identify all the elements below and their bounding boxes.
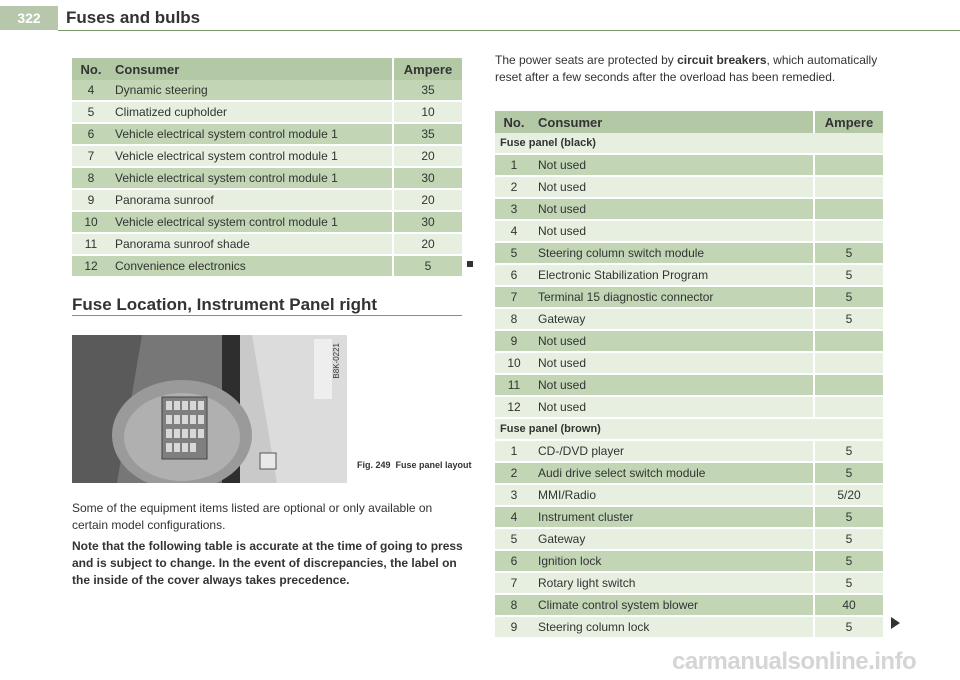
cell-no: 1	[495, 154, 533, 176]
cell-ampere	[814, 330, 883, 352]
cell-consumer: Not used	[533, 352, 814, 374]
col-consumer: Consumer	[110, 58, 393, 80]
cell-no: 11	[72, 233, 110, 255]
cell-no: 7	[495, 572, 533, 594]
cell-ampere: 35	[393, 123, 462, 145]
cell-consumer: Vehicle electrical system control module 1	[110, 145, 393, 167]
cell-ampere: 5	[393, 255, 462, 277]
table-row	[495, 440, 883, 462]
cell-ampere: 40	[814, 594, 883, 616]
cell-consumer: Steering column switch module	[533, 242, 814, 264]
table-row	[495, 330, 883, 352]
col-no: No.	[495, 111, 533, 133]
cell-ampere: 30	[393, 211, 462, 233]
cell-no: 11	[495, 374, 533, 396]
cell-no: 6	[72, 123, 110, 145]
cell-ampere: 5	[814, 572, 883, 594]
cell-no: 1	[495, 440, 533, 462]
col-consumer: Consumer	[533, 111, 814, 133]
figure-code: B8K-0221	[332, 343, 341, 379]
section-heading: Fuse Location, Instrument Panel right	[72, 295, 378, 314]
cell-consumer: Gateway	[533, 308, 814, 330]
figure-label: Fig. 249	[357, 460, 391, 470]
cell-no: 12	[495, 396, 533, 418]
table-row	[72, 80, 462, 101]
cell-consumer: MMI/Radio	[533, 484, 814, 506]
cell-ampere: 20	[393, 233, 462, 255]
cell-ampere: 35	[393, 80, 462, 101]
circuit-breaker-paragraph	[495, 52, 887, 86]
table-row	[495, 286, 883, 308]
cell-ampere	[814, 374, 883, 396]
cell-consumer: CD-/DVD player	[533, 440, 814, 462]
cell-consumer: Terminal 15 diagnostic connector	[533, 286, 814, 308]
section-rule	[72, 315, 462, 316]
col-no: No.	[72, 58, 110, 80]
cell-consumer: Not used	[533, 198, 814, 220]
cell-no: 4	[495, 506, 533, 528]
cell-no: 5	[72, 101, 110, 123]
fuse-table-left	[72, 58, 462, 278]
fuse-panel-photo	[72, 335, 347, 483]
table-row	[495, 550, 883, 572]
cell-no: 5	[495, 242, 533, 264]
col-ampere: Ampere	[393, 58, 462, 80]
cell-ampere: 20	[393, 145, 462, 167]
cell-consumer: Gateway	[533, 528, 814, 550]
table-row	[72, 101, 462, 123]
cell-consumer: Climatized cupholder	[110, 101, 393, 123]
table-row	[495, 220, 883, 242]
cell-no: 2	[495, 462, 533, 484]
cell-ampere	[814, 220, 883, 242]
table-row	[495, 308, 883, 330]
continue-arrow-icon	[891, 617, 900, 629]
cell-ampere	[814, 396, 883, 418]
page-number: 322	[0, 6, 58, 30]
cell-ampere: 5	[814, 506, 883, 528]
intro-before: The power seats are protected by	[495, 53, 678, 67]
cell-consumer: Not used	[533, 176, 814, 198]
cell-consumer: Not used	[533, 220, 814, 242]
cell-ampere: 20	[393, 189, 462, 211]
cell-consumer: Panorama sunroof shade	[110, 233, 393, 255]
table-row	[495, 264, 883, 286]
cell-no: 4	[72, 80, 110, 101]
watermark: carmanualsonline.info	[672, 648, 917, 675]
cell-ampere: 5	[814, 550, 883, 572]
cell-consumer: Steering column lock	[533, 616, 814, 638]
cell-no: 5	[495, 528, 533, 550]
cell-consumer: Dynamic steering	[110, 80, 393, 101]
end-of-section-mark	[467, 261, 473, 267]
cell-consumer: Vehicle electrical system control module 1	[110, 211, 393, 233]
cell-ampere: 5/20	[814, 484, 883, 506]
figure-caption-text: Fuse panel layout	[395, 460, 472, 470]
table-row	[72, 211, 462, 233]
cell-ampere: 10	[393, 101, 462, 123]
table-row	[495, 572, 883, 594]
table-row	[495, 396, 883, 418]
cell-consumer: Rotary light switch	[533, 572, 814, 594]
table-row	[72, 123, 462, 145]
table-row	[495, 198, 883, 220]
cell-consumer: Audi drive select switch module	[533, 462, 814, 484]
table-row	[72, 145, 462, 167]
fuse-panel-group-row	[495, 133, 883, 154]
cell-no: 8	[72, 167, 110, 189]
cell-no: 6	[495, 550, 533, 572]
cell-ampere: 30	[393, 167, 462, 189]
table-row	[495, 374, 883, 396]
cell-no: 2	[495, 176, 533, 198]
section-title: Fuses and bulbs	[66, 8, 201, 27]
table-row	[72, 167, 462, 189]
cell-consumer: Not used	[533, 396, 814, 418]
cell-no: 10	[72, 211, 110, 233]
table-row	[495, 594, 883, 616]
cell-consumer: Not used	[533, 330, 814, 352]
cell-consumer: Vehicle electrical system control module 1	[110, 123, 393, 145]
cell-ampere	[814, 352, 883, 374]
table-row	[495, 528, 883, 550]
paragraph-note: Note that the following table is accurate at the time of going to press and is subject to change. In the event of discrepancies, the label on the inside of the cover always takes precedence.	[72, 539, 463, 587]
paragraph-optional-equipment: Some of the equipment items listed are optional or only available on certain model configurations.	[72, 501, 433, 532]
group-label: Fuse panel (black)	[495, 133, 883, 154]
cell-ampere: 5	[814, 242, 883, 264]
table-row	[72, 189, 462, 211]
cell-consumer: Instrument cluster	[533, 506, 814, 528]
cell-no: 9	[72, 189, 110, 211]
header-rule	[58, 30, 960, 31]
cell-no: 3	[495, 198, 533, 220]
cell-no: 7	[495, 286, 533, 308]
table-row	[72, 255, 462, 277]
cell-consumer: Not used	[533, 374, 814, 396]
table-row	[495, 154, 883, 176]
cell-consumer: Climate control system blower	[533, 594, 814, 616]
col-ampere: Ampere	[814, 111, 883, 133]
table-row	[495, 352, 883, 374]
cell-no: 4	[495, 220, 533, 242]
cell-consumer: Convenience electronics	[110, 255, 393, 277]
intro-bold: circuit breakers	[677, 53, 767, 67]
cell-ampere: 5	[814, 286, 883, 308]
group-label: Fuse panel (brown)	[495, 418, 883, 440]
fuse-table-right	[495, 111, 883, 639]
cell-no: 9	[495, 616, 533, 638]
cell-consumer: Ignition lock	[533, 550, 814, 572]
table-row	[495, 176, 883, 198]
table-row	[495, 484, 883, 506]
cell-no: 12	[72, 255, 110, 277]
table-row	[495, 506, 883, 528]
figure-caption	[357, 460, 476, 471]
cell-no: 7	[72, 145, 110, 167]
table-row	[495, 462, 883, 484]
cell-consumer: Electronic Stabilization Program	[533, 264, 814, 286]
table-row	[495, 616, 883, 638]
cell-no: 8	[495, 308, 533, 330]
cell-no: 9	[495, 330, 533, 352]
cell-ampere	[814, 176, 883, 198]
cell-ampere: 5	[814, 440, 883, 462]
cell-consumer: Vehicle electrical system control module 1	[110, 167, 393, 189]
cell-ampere: 5	[814, 616, 883, 638]
cell-no: 8	[495, 594, 533, 616]
cell-ampere: 5	[814, 462, 883, 484]
cell-ampere	[814, 154, 883, 176]
table-row	[72, 233, 462, 255]
cell-ampere: 5	[814, 264, 883, 286]
intro-after: , which automatically reset after a few seconds after the overload has been remedied.	[495, 53, 878, 84]
cell-no: 3	[495, 484, 533, 506]
cell-ampere	[814, 198, 883, 220]
cell-ampere: 5	[814, 308, 883, 330]
cell-ampere: 5	[814, 528, 883, 550]
cell-no: 6	[495, 264, 533, 286]
cell-consumer: Panorama sunroof	[110, 189, 393, 211]
table-row	[495, 242, 883, 264]
cell-consumer: Not used	[533, 154, 814, 176]
cell-no: 10	[495, 352, 533, 374]
fuse-panel-group-row	[495, 418, 883, 440]
